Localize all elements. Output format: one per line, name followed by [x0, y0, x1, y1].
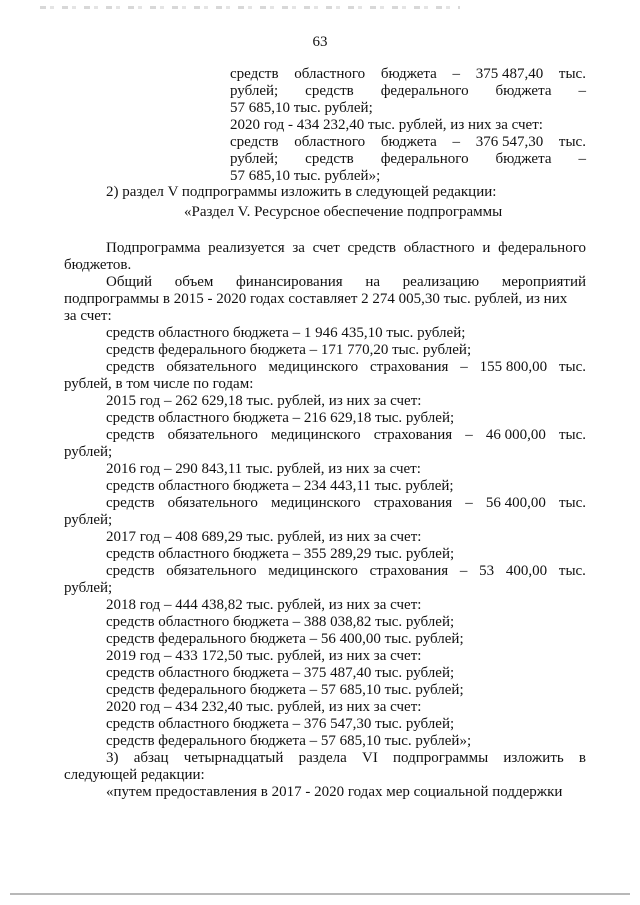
word: –	[465, 495, 473, 511]
body-line	[64, 733, 586, 750]
word: медицинского	[268, 359, 359, 375]
word: 2017 год – 408 689,29 тыс. рублей, из них за счет:	[106, 529, 422, 545]
word: –	[452, 66, 461, 82]
word: средств областного бюджета – 388 038,82 тыс. рублей;	[106, 614, 455, 630]
word: средств федерального бюджета – 171 770,20 тыс. рублей;	[106, 342, 472, 358]
word: средств	[347, 240, 397, 256]
body-line	[64, 376, 586, 393]
body-line	[64, 563, 586, 580]
word: бюджета	[380, 134, 437, 150]
intro-line	[230, 168, 586, 185]
word: средств	[106, 359, 155, 375]
word: подпрограммы	[393, 750, 489, 766]
word: средств	[106, 495, 155, 511]
word: средств областного бюджета – 355 289,29 тыс. рублей;	[106, 546, 455, 562]
word: четырнадцатый	[183, 750, 284, 766]
word: следующей редакции:	[64, 767, 205, 783]
item-2-text: 2) раздел V подпрограммы изложить в следующей редакции:	[106, 184, 497, 200]
body-line	[64, 750, 586, 767]
word: за счет:	[64, 308, 112, 324]
word: бюджета	[495, 83, 552, 99]
word: в	[578, 750, 586, 766]
body-line	[64, 614, 586, 631]
word: тыс.	[558, 563, 586, 579]
body-line	[64, 546, 586, 563]
body-line	[64, 631, 586, 648]
word: рублей;	[64, 580, 113, 596]
word: тыс.	[558, 134, 586, 150]
word: 3)	[106, 750, 119, 766]
body-line	[64, 410, 586, 427]
word: рублей, в том числе по годам:	[64, 376, 254, 392]
word: 46 000,00	[485, 427, 546, 443]
word: областного	[403, 240, 475, 256]
word: средств областного бюджета – 216 629,18 тыс. рублей;	[106, 410, 455, 426]
word: средств	[305, 151, 354, 167]
word: тыс.	[558, 427, 586, 443]
word: 155 800,00	[479, 359, 548, 375]
word: объем	[174, 274, 214, 290]
intro-line	[230, 100, 586, 117]
word: –	[459, 563, 468, 579]
word: финансирования	[236, 274, 343, 290]
body-line	[64, 495, 586, 512]
word: тыс.	[558, 359, 586, 375]
word: 57 685,10 тыс. рублей»;	[230, 168, 381, 184]
body-line	[64, 529, 586, 546]
word: 53	[479, 563, 495, 579]
body-line	[64, 767, 586, 784]
page-number: 63	[312, 34, 328, 50]
word: тыс.	[558, 66, 586, 82]
word: Общий	[106, 274, 153, 290]
body-line	[64, 444, 586, 461]
word: счет	[312, 240, 340, 256]
section-title-text: «Раздел V. Ресурсное обеспечение подпрограммы	[184, 204, 503, 220]
word: средств	[106, 563, 155, 579]
intro-line	[230, 66, 586, 83]
word: тыс.	[558, 495, 586, 511]
word: областного	[294, 66, 366, 82]
word: обязательного	[166, 563, 257, 579]
word: федерального	[498, 240, 586, 256]
word: средств федерального бюджета – 57 685,10 тыс. рублей»;	[106, 733, 472, 749]
intro-line	[230, 134, 586, 151]
word: реализуется	[208, 240, 285, 256]
word: реализацию	[402, 274, 480, 290]
body-line	[64, 393, 586, 410]
body-line	[64, 308, 586, 325]
scan-artifact-bottom	[10, 893, 630, 895]
body-line	[64, 784, 586, 801]
word: раздела	[298, 750, 347, 766]
word: бюджета	[380, 66, 437, 82]
word: бюджета	[495, 151, 552, 167]
word: и	[482, 240, 491, 256]
word: средств федерального бюджета – 57 685,10 тыс. рублей;	[106, 682, 464, 698]
word: 56 400,00	[485, 495, 546, 511]
word: мероприятий	[501, 274, 586, 290]
word: на	[365, 274, 380, 290]
word: рублей;	[230, 83, 279, 99]
body-line	[64, 478, 586, 495]
word: бюджетов.	[64, 257, 132, 273]
word: страхования	[373, 495, 453, 511]
word: подпрограммы в 2015 - 2020 годах составляет 2 274 005,30 тыс. рублей, из них	[64, 291, 568, 307]
word: 57 685,10 тыс. рублей;	[230, 100, 373, 116]
scan-artifact-top	[40, 6, 460, 9]
body-line	[64, 291, 586, 308]
body-line	[64, 342, 586, 359]
body-line	[64, 682, 586, 699]
word: 2020 год - 434 232,40 тыс. рублей, из них за счет:	[230, 117, 543, 133]
word: 2020 год – 434 232,40 тыс. рублей, из них за счет:	[106, 699, 422, 715]
word: рублей;	[230, 151, 279, 167]
word: «путем предоставления в 2017 - 2020 годах мер социальной поддержки	[106, 784, 563, 800]
body-line	[64, 580, 586, 597]
intro-line	[230, 151, 586, 168]
word: –	[465, 427, 473, 443]
word: медицинского	[268, 563, 358, 579]
body-line	[64, 427, 586, 444]
word: –	[452, 134, 461, 150]
body-line	[64, 325, 586, 342]
word: рублей;	[64, 512, 113, 528]
intro-line	[230, 83, 586, 100]
word: рублей;	[64, 444, 113, 460]
word: –	[578, 151, 586, 167]
body-line	[64, 359, 586, 376]
word: абзац	[133, 750, 169, 766]
word: средств	[230, 66, 279, 82]
word: средств федерального бюджета – 56 400,00 тыс. рублей;	[106, 631, 464, 647]
word: –	[460, 359, 468, 375]
body-line	[64, 274, 586, 291]
word: 2019 год – 433 172,50 тыс. рублей, из них за счет:	[106, 648, 422, 664]
word: обязательного	[167, 495, 258, 511]
body-line	[64, 699, 586, 716]
word: медицинского	[270, 495, 361, 511]
item-2-heading	[64, 184, 586, 201]
body-line	[64, 257, 586, 274]
body-line	[64, 512, 586, 529]
word: страхования	[369, 563, 449, 579]
word: 2018 год – 444 438,82 тыс. рублей, из них за счет:	[106, 597, 422, 613]
body-line	[64, 240, 586, 257]
word: 376 547,30	[475, 134, 544, 150]
word: средств	[305, 83, 354, 99]
word: средств областного бюджета – 375 487,40 тыс. рублей;	[106, 665, 455, 681]
word: средств областного бюджета – 234 443,11 тыс. рублей;	[106, 478, 454, 494]
section-body	[64, 240, 586, 801]
word: изложить	[503, 750, 564, 766]
word: средств	[230, 134, 279, 150]
word: федерального	[380, 151, 469, 167]
word: областного	[294, 134, 366, 150]
body-line	[64, 648, 586, 665]
word: 2016 год – 290 843,11 тыс. рублей, из них за счет:	[106, 461, 421, 477]
word: 375 487,40	[475, 66, 544, 82]
body-line	[64, 716, 586, 733]
word: за	[292, 240, 305, 256]
body-line	[64, 597, 586, 614]
section-title	[64, 204, 586, 221]
word: обязательного	[167, 427, 258, 443]
word: VI	[362, 750, 378, 766]
word: –	[578, 83, 586, 99]
word: 2015 год – 262 629,18 тыс. рублей, из них за счет:	[106, 393, 422, 409]
word: средств	[106, 427, 155, 443]
body-line	[64, 461, 586, 478]
word: страхования	[373, 427, 453, 443]
word: федерального	[380, 83, 469, 99]
intro-line	[230, 117, 586, 134]
word: 400,00	[505, 563, 548, 579]
word: страхования	[369, 359, 449, 375]
body-line	[64, 665, 586, 682]
word: средств областного бюджета – 376 547,30 тыс. рублей;	[106, 716, 455, 732]
word: обязательного	[166, 359, 257, 375]
word: средств областного бюджета – 1 946 435,10 тыс. рублей;	[106, 325, 466, 341]
budget-continuation-block	[230, 66, 586, 185]
word: Подпрограмма	[106, 240, 201, 256]
word: медицинского	[270, 427, 361, 443]
